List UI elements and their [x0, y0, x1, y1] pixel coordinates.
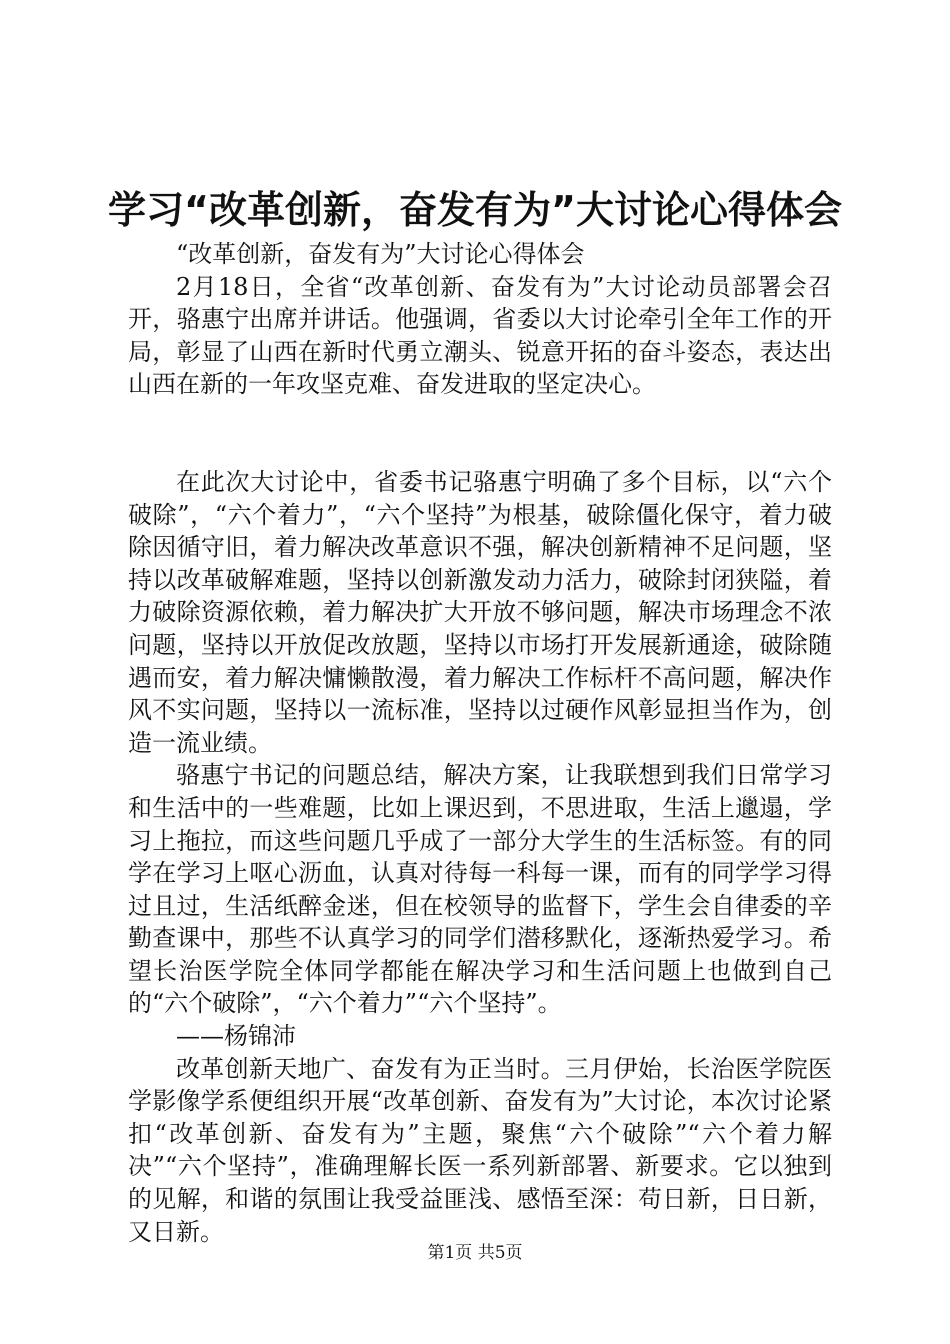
document-title: 学习“改革创新，奋发有为”大讨论心得体会 — [108, 188, 842, 232]
document-subtitle: “改革创新，奋发有为”大讨论心得体会 — [176, 240, 585, 268]
paragraph-1: 2月18日，全省“改革创新、奋发有为”大讨论动员部署会召开，骆惠宁出席并讲话。他强调，省委以大讨论牵引全年工作的开局，彰显了山西在新时代勇立潮头、锐意开拓的奋斗姿态，表达出山西在新的一年攻坚克难、奋发进取的坚定决心。 — [128, 272, 832, 399]
author-signature: ——杨锦沛 — [176, 1022, 296, 1051]
paragraph-4: 改革创新天地广、奋发有为正当时。三月伊始，长治医学院医学影像学系便组织开展“改革创新、奋发有为”大讨论，本次讨论紧扣“改革创新、奋发有为”主题，聚焦“六个破除”“六个着力解决”“六个坚持”，准确理解长医一系列新部署、新要求。它以独到的见解，和谐的氛围让我受益匪浅、感悟至深：苟日新，日日新，又日新。 — [128, 1054, 832, 1246]
blank-line — [128, 401, 832, 466]
paragraph-2: 在此次大讨论中，省委书记骆惠宁明确了多个目标，以“六个破除”，“六个着力”，“六个坚持”为根基，破除僵化保守，着力破除因循守旧，着力解决改革意识不强，解决创新精神不足问题，坚持以改革破解难题，坚持以创新激发动力活力，破除封闭狭隘，着力破除资源依赖，着力解决扩大开放不够问题，解决市场理念不浓问题，坚持以开放促改放题，坚持以市场打开发展新通途，破除随遇而安，着力解决慵懒散漫，着力解决工作标杆不高问题，解决作风不实问题，坚持以一流标准，坚持以过硬作风彰显担当作为，创造一流业绩。 — [128, 467, 832, 757]
page-number-footer: 第1页 共5页 — [427, 1243, 523, 1263]
document-body — [128, 238, 832, 1248]
paragraph-3: 骆惠宁书记的问题总结，解决方案，让我联想到我们日常学习和生活中的一些难题，比如上课迟到，不思进取，生活上邋遢，学习上拖拉，而这些问题几乎成了一部分大学生的生活标签。有的同学在学习上呕心沥血，认真对待每一科每一课，而有的同学学习得过且过，生活纸醉金迷，但在校领导的监督下，学生会自律委的辛勤查课中，那些不认真学习的同学们潜移默化，逐渐热爱学习。希望长治医学院全体同学都能在解决学习和生活问题上也做到自己的“六个破除”，“六个着力”“六个坚持”。 — [128, 761, 832, 1018]
